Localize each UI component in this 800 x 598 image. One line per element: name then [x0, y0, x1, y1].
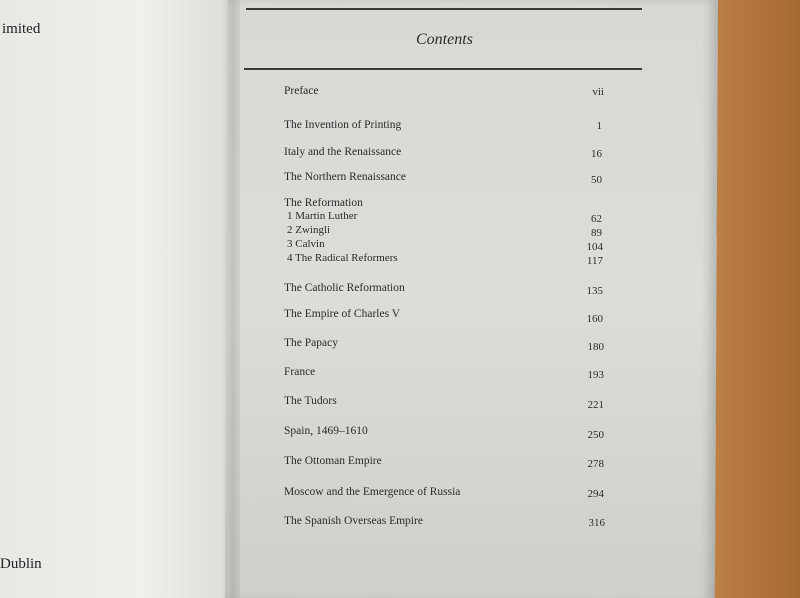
toc-entry-page: vii — [592, 86, 604, 98]
toc-entry-title: The Ottoman Empire — [284, 455, 382, 467]
toc-subentry-title: 2 Zwingli — [287, 224, 331, 236]
contents-heading: Contents — [416, 31, 473, 48]
toc-entry-page: 16 — [591, 148, 602, 160]
toc-entry-title: Spain, 1469–1610 — [284, 425, 368, 437]
toc-entry-title: The Invention of Printing — [284, 119, 402, 131]
toc-entry-title: Moscow and the Emergence of Russia — [284, 486, 461, 498]
toc-entry-title: The Empire of Charles V — [284, 308, 401, 320]
toc-entry-page: 221 — [587, 399, 604, 411]
toc-entry-page: 316 — [588, 517, 605, 529]
toc-entry-title: Italy and the Renaissance — [284, 146, 402, 158]
toc-entry-page: 294 — [587, 488, 604, 500]
toc-subentry-title: 4 The Radical Reformers — [287, 252, 398, 264]
toc-subentry-title: 3 Calvin — [287, 238, 325, 250]
toc-entry-title: The Reformation — [284, 197, 363, 209]
toc-entry-title: Preface — [284, 85, 319, 97]
toc-entry-page: 160 — [586, 313, 603, 325]
toc-entry-page: 117 — [586, 255, 603, 267]
left-page-bottom-text: Dublin — [0, 556, 42, 572]
toc-entry-title: The Tudors — [284, 395, 337, 407]
toc-subentry-title: 1 Martin Luther — [287, 210, 358, 222]
toc-entry-page: 62 — [591, 213, 602, 225]
toc-entry-page: 1 — [596, 120, 602, 132]
toc-entry-page: 104 — [586, 241, 603, 253]
left-book-page — [0, 0, 240, 598]
toc-entry-title: The Papacy — [284, 337, 338, 349]
toc-entry-page: 135 — [586, 285, 603, 297]
toc-entry-title: France — [284, 366, 316, 378]
toc-entry-page: 193 — [587, 369, 604, 381]
top-rule — [246, 8, 642, 10]
toc-entry-title: The Northern Renaissance — [284, 171, 406, 183]
toc-entry-page: 50 — [591, 174, 602, 186]
toc-entry-title: The Spanish Overseas Empire — [284, 515, 423, 527]
book-gutter-shadow — [222, 0, 240, 598]
toc-entry-title: The Catholic Reformation — [284, 282, 405, 294]
toc-entry-page: 180 — [587, 341, 604, 353]
heading-rule — [244, 68, 642, 70]
toc-entry-page: 250 — [587, 429, 604, 441]
left-page-top-text: imited — [2, 21, 41, 37]
toc-entry-page: 89 — [591, 227, 602, 239]
toc-entry-page: 278 — [587, 458, 604, 470]
